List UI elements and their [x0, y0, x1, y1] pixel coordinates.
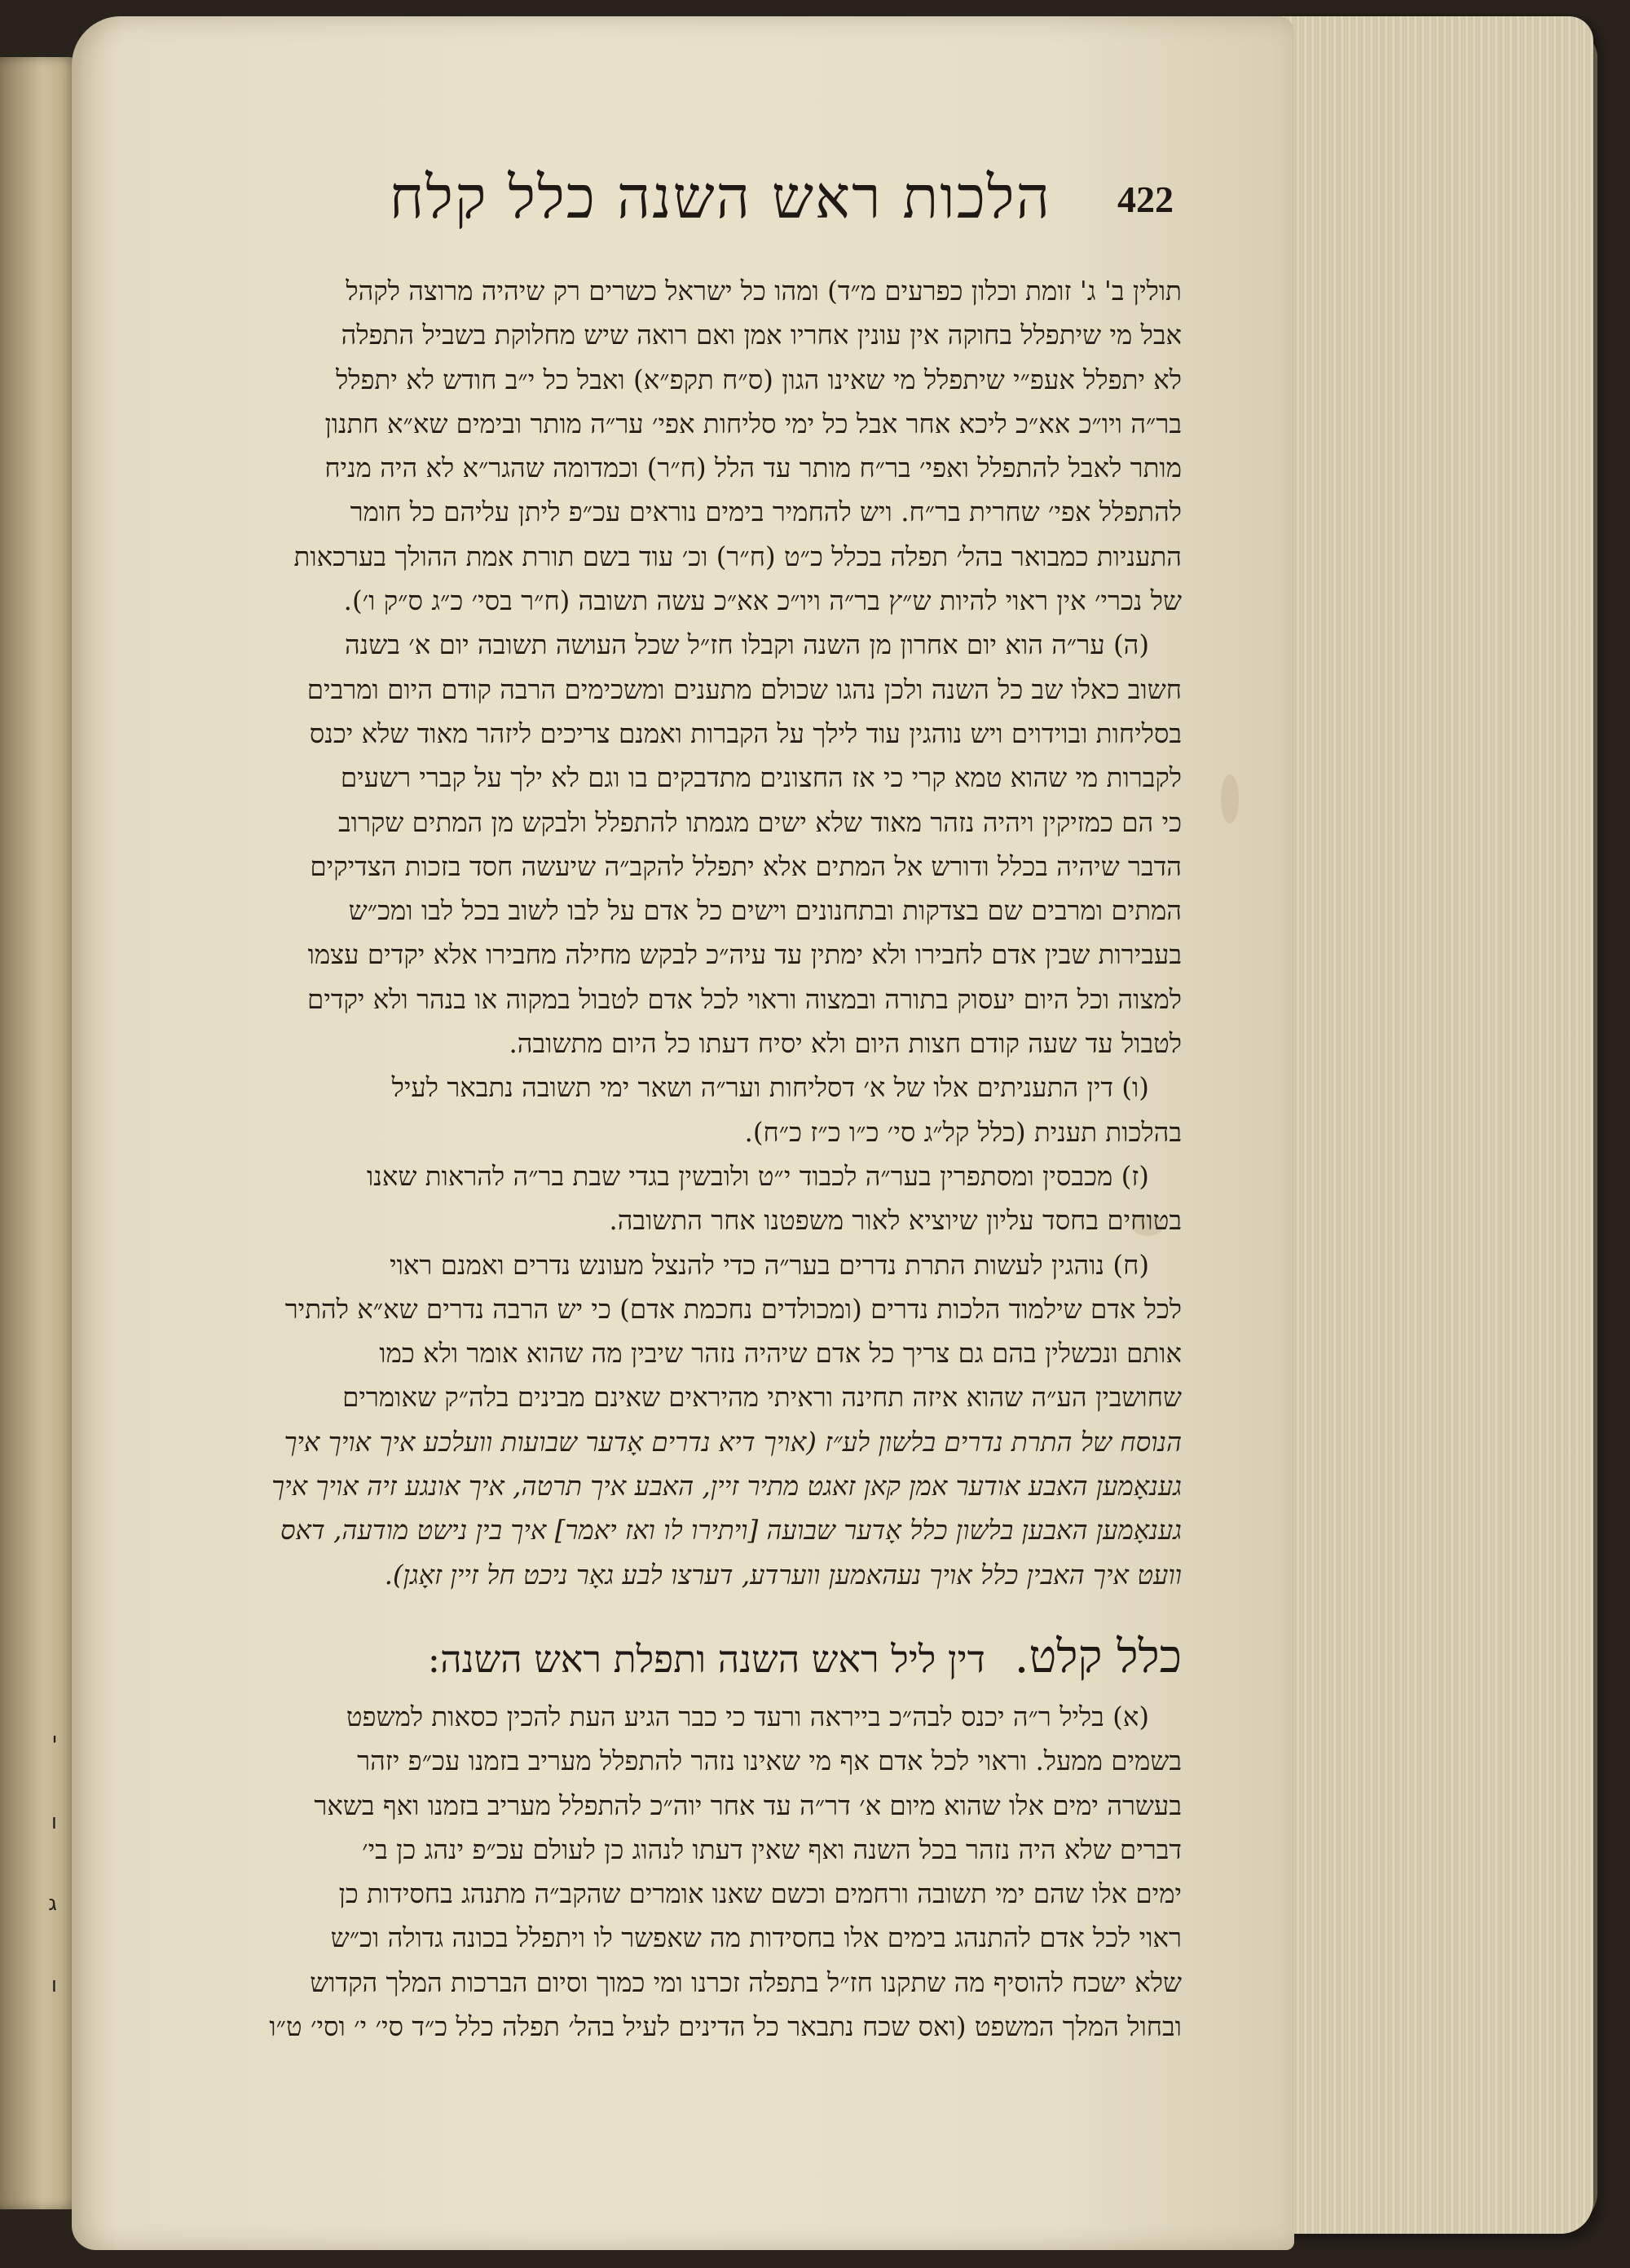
text-line: תולין ב' ג' זומת וכלון כפרעים מ״ד) ומהו כל ישראל כשרים רק שיהיה מרוצה לקהל: [346, 276, 1182, 307]
text-line: שלא ישכח להוסיף מה שתקנו חז״ל בתפלה זכרנו ומי כמוך וסיום הברכות המלך הקדוש: [310, 1966, 1182, 1998]
text-line: לא יתפלל אעפ״י שיתפלל מי שאינו הגון (ס״ח תקפ״א) ואבל כל י״ב חודש לא יתפלל: [336, 364, 1182, 395]
text-line: (ז) מכבסין ומסתפרין בער״ה לכבוד י״ט ולובשין בגדי שבת בר״ה להראות שאנו: [366, 1160, 1149, 1192]
page-title: הלכות ראש השנה כלל קלח: [389, 163, 1051, 232]
prev-mark: ג: [48, 1891, 57, 1916]
text-line: בהלכות תענית (כלל קל״ג סי׳ כ״ו כ״ז כ״ח).: [744, 1116, 1182, 1148]
text-line: לקברות מי שהוא טמא קרי כי אז החצונים מתדבקים בו וגם לא ילך על קברי רשעים: [340, 762, 1182, 794]
text-line: הדבר שיהיה בכלל ודורש אל המתים אלא יתפלל להקב״ה שיעשה חסד בזכות הצדיקים: [310, 850, 1182, 882]
text-line: מותר לאבל להתפלל ואפי׳ בר״ח מותר עד הלל (ח״ר) וכמדומה שהגר״א לא היה מניח: [324, 452, 1182, 484]
text-line: אבל מי שיתפלל בחוקה אין עונין אחריו אמן ואם רואה שיש מחלוקת בשביל התפלה: [341, 320, 1182, 351]
section-title: כלל קלט.: [1014, 1630, 1182, 1683]
section-heading: [114, 1626, 1182, 1690]
previous-page-marks: [8, 1728, 57, 2054]
text-line: למצוה וכל היום יעסוק בתורה ובמצוה וראוי לכל אדם לטבול במקוה או בנהר ולא יקדים: [307, 983, 1182, 1015]
text-line: דברים שלא היה נזהר בכל השנה ואף שאין דעתו לנהוג כן לעולם עכ״פ ינהג כן בי׳: [362, 1833, 1182, 1865]
text-line: ימים אלו שהם ימי תשובה ורחמים וכשם שאנו אומרים שהקב״ה מתנהג בחסידות כן: [338, 1878, 1182, 1910]
previous-page-edge: [0, 57, 77, 2209]
text-line: לכל אדם שילמוד הלכות נדרים (ומכולדים נחכמת אדם) כי יש הרבה נדרים שא״א להתיר: [284, 1293, 1182, 1325]
prev-mark: ו: [51, 1973, 57, 1997]
text-line: אותם ונכשלין בהם גם צריך כל אדם שיהיה נזהר שיבין מה שהוא אומר ולא כמו: [379, 1338, 1182, 1370]
paper-stain: [1221, 774, 1239, 823]
text-line: התעניות כמבואר בהל׳ תפלה בכלל כ״ט (ח״ר) וכ׳ עוד בשם תורת אמת ההולך בערכאות: [293, 541, 1182, 572]
text-line: ובחול המלך המשפט (ואס שכח נתבאר כל הדינים לעיל בהל׳ תפלה כלל כ״ד סי׳ י׳ וסי׳ ט״ו: [269, 2010, 1182, 2042]
section-subtitle: דין ליל ראש השנה ותפלת ראש השנה:: [427, 1636, 985, 1681]
text-line: בר״ה ויו״כ אא״כ ליכא אחר אבל כל ימי סליחות אפי׳ ער״ה מותר ובימים שא״א חתנון: [324, 408, 1182, 439]
text-line: להתפלל אפי׳ שחרית בר״ח. ויש להחמיר בימים נוראים עכ״פ ליתן עליהם כל חומר: [350, 496, 1182, 528]
prev-mark: י: [52, 1728, 57, 1753]
text-line: גענאָמען האבען בלשון כלל אָדער שבועה [ויתירו לו ואז יאמר] איך בין נישט מודעה, דאס: [280, 1515, 1182, 1547]
page-header: [350, 163, 1174, 261]
text-line: בסליחות ובוידוים ויש נוהגין עוד לילך על הקברות ואמנם צריכים ליזהר מאוד שלא יכנס: [309, 717, 1182, 749]
text-line: בעשרה ימים אלו שהוא מיום א׳ דר״ה עד אחר יוה״כ להתפלל מעריב בזמנו ואף בשאר: [314, 1789, 1182, 1821]
text-line: בעבירות שבין אדם לחבירו ולא ימתין עד עיה״כ לבקש מחילה מחבירו אלא יקדים עצמו: [307, 939, 1182, 971]
text-line: (א) בליל ר״ה יכנס לבה״כ בייראה ורעד כי כבר הגיע העת להכין כסאות למשפט: [346, 1701, 1149, 1732]
text-line: הנוסח של התרת נדרים בלשון לע״ז (אויך דיא נדרים אָדער שבועות וועלכע איך אויך איך: [284, 1426, 1182, 1458]
text-line: (ו) דין התעניתים אלו של א׳ דסליחות וער״ה ושאר ימי תשובה נתבאר לעיל: [391, 1072, 1149, 1104]
text-line: המתים ומרבים שם בצדקות ובתחנונים וישים כל אדם על לבו לשוב בכל לבו ומכ״ש: [348, 895, 1182, 927]
page-stack: [1271, 16, 1593, 2234]
text-line: בטוחים בחסד עליון שיוציא לאור משפטנו אחר התשובה.: [609, 1205, 1182, 1237]
text-line: (ח) נוהגין לעשות התרת נדרים בער״ה כדי להנצל מעונש נדרים ואמנם ראוי: [390, 1249, 1149, 1281]
page-body: [114, 269, 1182, 2049]
text-line: ראוי לכל אדם להתנהג בימים אלו בחסידות מה שאפשר לו ויתפלל בכונה גדולה וכ״ש: [330, 1922, 1182, 1954]
prev-mark: ו: [51, 1810, 57, 1834]
text-line: שחושבין הע״ה שהוא איזה תחינה וראיתי מהיראים שאינם מבינים בלה״ק שאומרים: [342, 1382, 1182, 1414]
page-number: 422: [1117, 179, 1174, 220]
text-line: (ה) ער״ה הוא יום אחרון מן השנה וקבלו חז״ל שכל העושה תשובה יום א׳ בשנה: [344, 629, 1149, 661]
text-line: חשוב כאלו שב כל השנה ולכן נהגו שכולם מתענים ומשכימים הרבה קודם היום ומרבים: [306, 673, 1182, 705]
text-line: גענאָמען האבע אודער אמן קאן זאגט מתיר זיין, האבע איך תרטה, איך אונגע זיה אויך איך: [271, 1471, 1182, 1502]
text-line: וועט איך האבין כלל אויך נעהאמען ווערדע, דערצו לבע גאָר ניכט חל זיין זאָגן).: [384, 1559, 1182, 1591]
text-line: של נכרי׳ אין ראוי להיות ש״ץ בר״ה ויו״כ אא״כ עשה תשובה (ח״ר בסי׳ כ״ג ס״ק ו׳).: [343, 585, 1182, 617]
text-line: בשמים ממעל. וראוי לכל אדם אף מי שאינו נזהר להתפלל מעריב בזמנו עכ״פ יזהר: [357, 1745, 1182, 1777]
text-line: לטבול עד שעה קודם חצות היום ולא יסיח דעתו כל היום מתשובה.: [509, 1028, 1182, 1060]
text-line: כי הם כמזיקין ויהיה נזהר מאוד שלא ישים מגמתו להתפלל ולבקש מן המתים שקרוב: [337, 806, 1182, 838]
